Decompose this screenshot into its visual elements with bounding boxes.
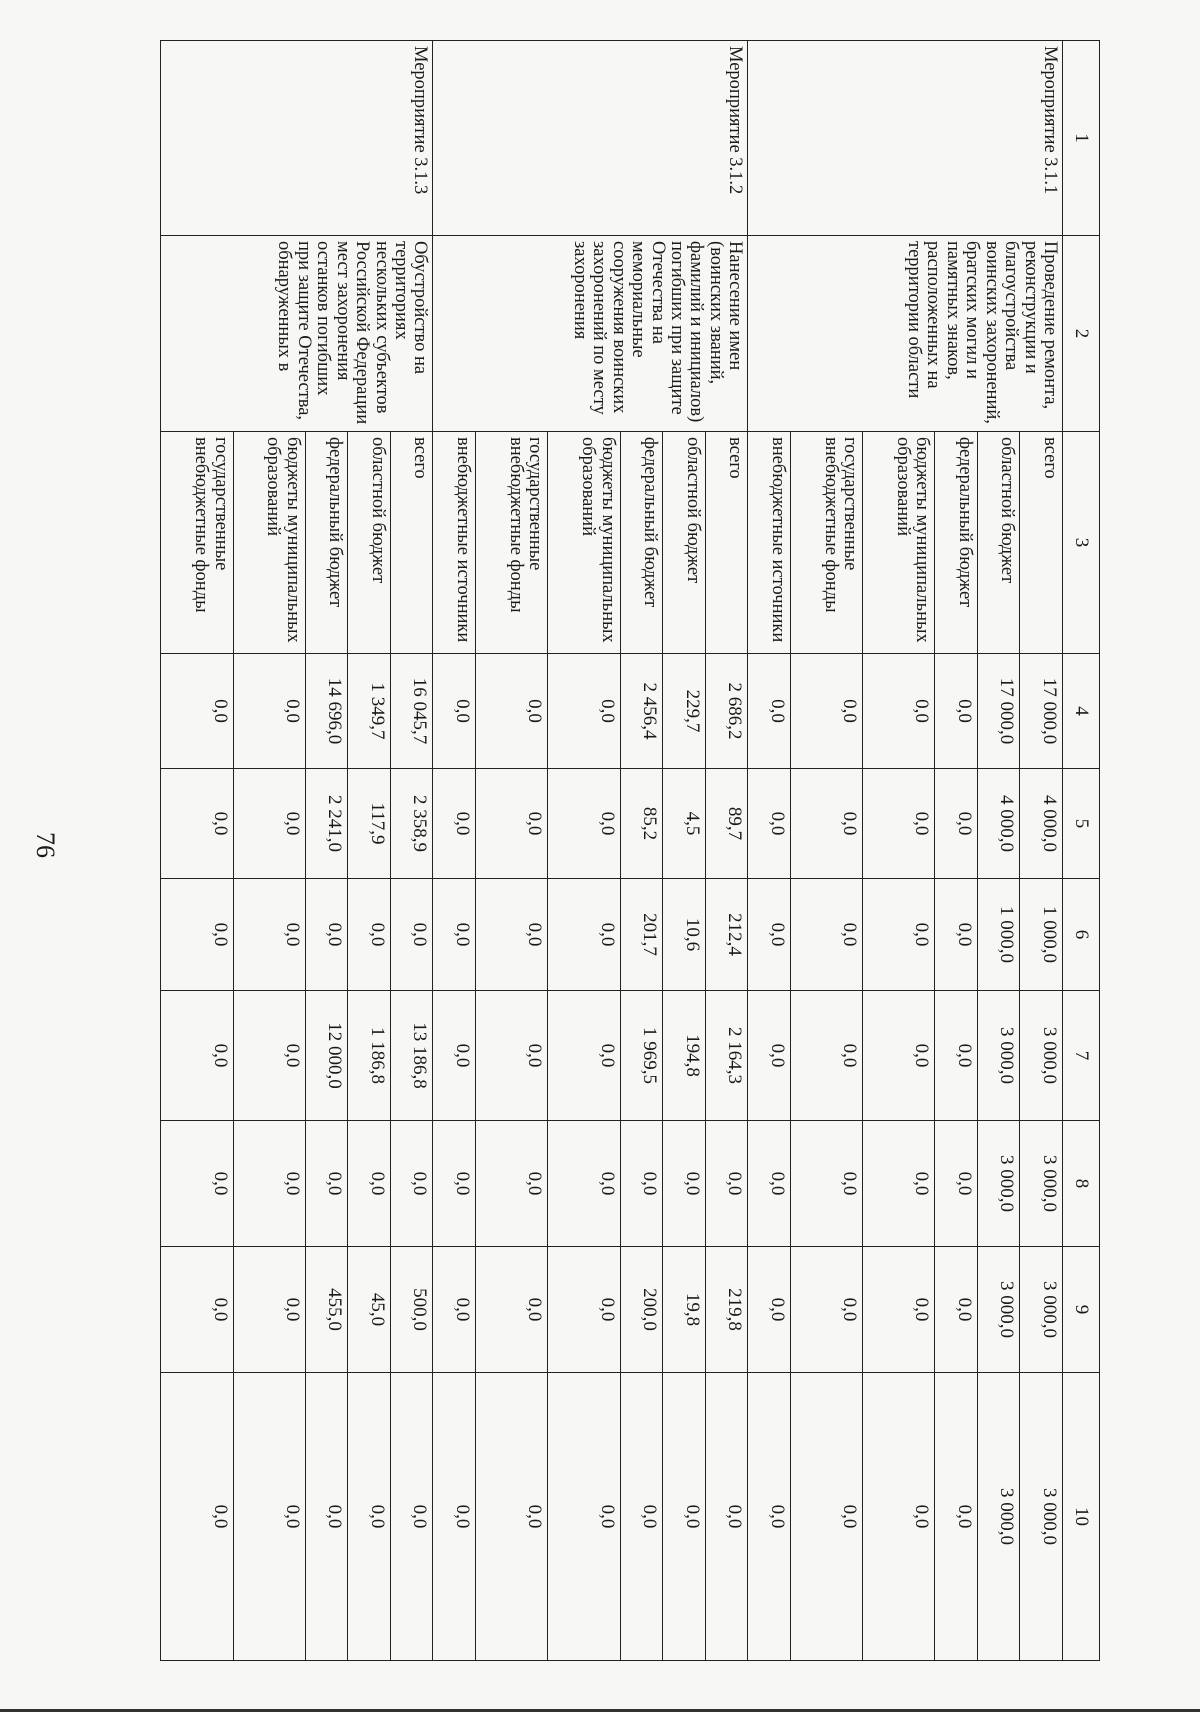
column-header: 4 (1063, 654, 1100, 769)
amount-cell: 3 000,0 (977, 1121, 1020, 1247)
amount-cell: 212,4 (705, 879, 748, 991)
amount-cell: 0,0 (863, 654, 935, 769)
amount-cell: 200,0 (620, 1247, 663, 1373)
amount-cell: 0,0 (161, 1373, 234, 1661)
amount-cell: 201,7 (620, 879, 663, 991)
amount-cell: 13 186,8 (390, 991, 433, 1121)
amount-cell: 4,5 (663, 769, 706, 879)
measure-code: Мероприятие 3.1.2 (433, 41, 748, 236)
column-header: 1 (1063, 41, 1100, 236)
amount-cell: 0,0 (475, 1247, 547, 1373)
amount-cell: 0,0 (935, 769, 978, 879)
amount-cell: 0,0 (233, 769, 305, 879)
amount-cell: 3 000,0 (1020, 991, 1063, 1121)
column-header: 8 (1063, 1121, 1100, 1247)
amount-cell: 3 000,0 (977, 1247, 1020, 1373)
funding-source: государственные внебюджетные фонды (790, 432, 862, 654)
funding-source: государственные внебюджетные фонды (161, 432, 234, 654)
rotated-table-sheet (160, 40, 1100, 1660)
amount-cell: 0,0 (390, 1373, 433, 1661)
amount-cell: 0,0 (748, 654, 791, 769)
amount-cell: 0,0 (233, 1373, 305, 1661)
amount-cell: 0,0 (863, 991, 935, 1121)
amount-cell: 0,0 (548, 1121, 620, 1247)
measure-title: Нанесение имен (воинских званий, фамилий и инициалов) погибших при защите Отечества на мемориальные сооружения воинских захоронений по месту захоронения (433, 236, 748, 432)
amount-cell: 3 000,0 (1020, 1373, 1063, 1661)
amount-cell: 1 186,8 (348, 991, 391, 1121)
amount-cell: 0,0 (790, 654, 862, 769)
amount-cell: 0,0 (433, 879, 476, 991)
table-row (390, 41, 433, 1661)
amount-cell: 0,0 (233, 991, 305, 1121)
amount-cell: 0,0 (475, 769, 547, 879)
funding-source: областной бюджет (977, 432, 1020, 654)
amount-cell: 10,6 (663, 879, 706, 991)
amount-cell: 117,9 (348, 769, 391, 879)
funding-source: всего (1020, 432, 1063, 654)
amount-cell: 0,0 (935, 654, 978, 769)
amount-cell: 0,0 (935, 991, 978, 1121)
funding-source: государственные внебюджетные фонды (475, 432, 547, 654)
amount-cell: 2 241,0 (305, 769, 348, 879)
measure-title: Обустройство на территориях нескольких субъектов Российской Федерации мест захоронения останков погибших при защите Отечества, обнаруженных в (161, 236, 433, 432)
amount-cell: 0,0 (935, 1121, 978, 1247)
amount-cell: 0,0 (748, 1121, 791, 1247)
amount-cell: 229,7 (663, 654, 706, 769)
amount-cell: 0,0 (548, 1373, 620, 1661)
amount-cell: 1 349,7 (348, 654, 391, 769)
amount-cell: 0,0 (548, 654, 620, 769)
amount-cell: 1 000,0 (1020, 879, 1063, 991)
amount-cell: 0,0 (305, 1373, 348, 1661)
amount-cell: 194,8 (663, 991, 706, 1121)
amount-cell: 2 358,9 (390, 769, 433, 879)
amount-cell: 0,0 (748, 1373, 791, 1661)
amount-cell: 17 000,0 (1020, 654, 1063, 769)
amount-cell: 0,0 (433, 991, 476, 1121)
amount-cell: 0,0 (433, 654, 476, 769)
amount-cell: 0,0 (475, 1121, 547, 1247)
column-header: 6 (1063, 879, 1100, 991)
amount-cell: 0,0 (748, 879, 791, 991)
amount-cell: 0,0 (348, 879, 391, 991)
column-header: 10 (1063, 1373, 1100, 1661)
column-header: 2 (1063, 236, 1100, 432)
measure-title: Проведение ремонта, реконструкции и благоустройства воинских захоронений, братских могил и памятных знаков, расположенных на территории области (748, 236, 1063, 432)
amount-cell: 0,0 (748, 991, 791, 1121)
amount-cell: 2 686,2 (705, 654, 748, 769)
amount-cell: 17 000,0 (977, 654, 1020, 769)
amount-cell: 0,0 (863, 1247, 935, 1373)
amount-cell: 0,0 (305, 879, 348, 991)
amount-cell: 0,0 (790, 879, 862, 991)
amount-cell: 45,0 (348, 1247, 391, 1373)
amount-cell: 0,0 (790, 1121, 862, 1247)
amount-cell: 0,0 (161, 991, 234, 1121)
column-header: 7 (1063, 991, 1100, 1121)
funding-source: всего (390, 432, 433, 654)
amount-cell: 0,0 (348, 1373, 391, 1661)
measure-code: Мероприятие 3.1.3 (161, 41, 433, 236)
funding-source: областной бюджет (348, 432, 391, 654)
amount-cell: 0,0 (935, 879, 978, 991)
amount-cell: 0,0 (548, 991, 620, 1121)
amount-cell: 0,0 (433, 1373, 476, 1661)
amount-cell: 0,0 (548, 769, 620, 879)
amount-cell: 500,0 (390, 1247, 433, 1373)
amount-cell: 0,0 (935, 1247, 978, 1373)
table-row (705, 41, 748, 1661)
amount-cell: 0,0 (433, 769, 476, 879)
amount-cell: 0,0 (790, 769, 862, 879)
amount-cell: 0,0 (620, 1121, 663, 1247)
amount-cell: 0,0 (161, 879, 234, 991)
amount-cell: 219,8 (705, 1247, 748, 1373)
amount-cell: 0,0 (548, 879, 620, 991)
amount-cell: 0,0 (305, 1121, 348, 1247)
amount-cell: 0,0 (663, 1373, 706, 1661)
amount-cell: 0,0 (863, 1121, 935, 1247)
page-number: 76 (31, 832, 60, 858)
funding-source: федеральный бюджет (935, 432, 978, 654)
column-header: 5 (1063, 769, 1100, 879)
amount-cell: 0,0 (863, 879, 935, 991)
amount-cell: 1 000,0 (977, 879, 1020, 991)
table-body (161, 41, 1063, 1661)
amount-cell: 0,0 (748, 769, 791, 879)
amount-cell: 0,0 (433, 1121, 476, 1247)
amount-cell: 0,0 (161, 769, 234, 879)
measure-code: Мероприятие 3.1.1 (748, 41, 1063, 236)
amount-cell: 12 000,0 (305, 991, 348, 1121)
funding-source: федеральный бюджет (305, 432, 348, 654)
amount-cell: 0,0 (161, 1247, 234, 1373)
funding-source: бюджеты муниципальных образований (863, 432, 935, 654)
amount-cell: 85,2 (620, 769, 663, 879)
amount-cell: 0,0 (663, 1121, 706, 1247)
funding-source: всего (705, 432, 748, 654)
amount-cell: 0,0 (935, 1373, 978, 1661)
amount-cell: 0,0 (790, 1373, 862, 1661)
amount-cell: 19,8 (663, 1247, 706, 1373)
amount-cell: 455,0 (305, 1247, 348, 1373)
amount-cell: 0,0 (348, 1121, 391, 1247)
amount-cell: 2 456,4 (620, 654, 663, 769)
funding-source: внебюджетные источники (748, 432, 791, 654)
table-row (1020, 41, 1063, 1661)
amount-cell: 3 000,0 (977, 991, 1020, 1121)
amount-cell: 0,0 (233, 1121, 305, 1247)
amount-cell: 3 000,0 (1020, 1247, 1063, 1373)
amount-cell: 0,0 (863, 1373, 935, 1661)
amount-cell: 14 696,0 (305, 654, 348, 769)
amount-cell: 16 045,7 (390, 654, 433, 769)
amount-cell: 2 164,3 (705, 991, 748, 1121)
amount-cell: 0,0 (475, 879, 547, 991)
amount-cell: 0,0 (790, 991, 862, 1121)
amount-cell: 0,0 (161, 1121, 234, 1247)
amount-cell: 0,0 (705, 1373, 748, 1661)
column-header: 3 (1063, 432, 1100, 654)
funding-source: бюджеты муниципальных образований (548, 432, 620, 654)
column-number-row (1063, 41, 1100, 1661)
amount-cell: 0,0 (705, 1121, 748, 1247)
amount-cell: 0,0 (390, 879, 433, 991)
amount-cell: 4 000,0 (977, 769, 1020, 879)
funding-source: бюджеты муниципальных образований (233, 432, 305, 654)
amount-cell: 3 000,0 (1020, 1121, 1063, 1247)
amount-cell: 0,0 (475, 991, 547, 1121)
amount-cell: 0,0 (433, 1247, 476, 1373)
funding-table (160, 40, 1100, 1661)
amount-cell: 0,0 (233, 879, 305, 991)
amount-cell: 0,0 (548, 1247, 620, 1373)
amount-cell: 4 000,0 (1020, 769, 1063, 879)
funding-source: федеральный бюджет (620, 432, 663, 654)
amount-cell: 0,0 (620, 1373, 663, 1661)
amount-cell: 0,0 (233, 654, 305, 769)
amount-cell: 0,0 (475, 654, 547, 769)
amount-cell: 0,0 (748, 1247, 791, 1373)
amount-cell: 0,0 (863, 769, 935, 879)
amount-cell: 0,0 (790, 1247, 862, 1373)
amount-cell: 1 969,5 (620, 991, 663, 1121)
amount-cell: 0,0 (390, 1121, 433, 1247)
column-header: 9 (1063, 1247, 1100, 1373)
amount-cell: 89,7 (705, 769, 748, 879)
amount-cell: 0,0 (475, 1373, 547, 1661)
funding-source: областной бюджет (663, 432, 706, 654)
funding-source: внебюджетные источники (433, 432, 476, 654)
amount-cell: 0,0 (161, 654, 234, 769)
amount-cell: 0,0 (233, 1247, 305, 1373)
amount-cell: 3 000,0 (977, 1373, 1020, 1661)
